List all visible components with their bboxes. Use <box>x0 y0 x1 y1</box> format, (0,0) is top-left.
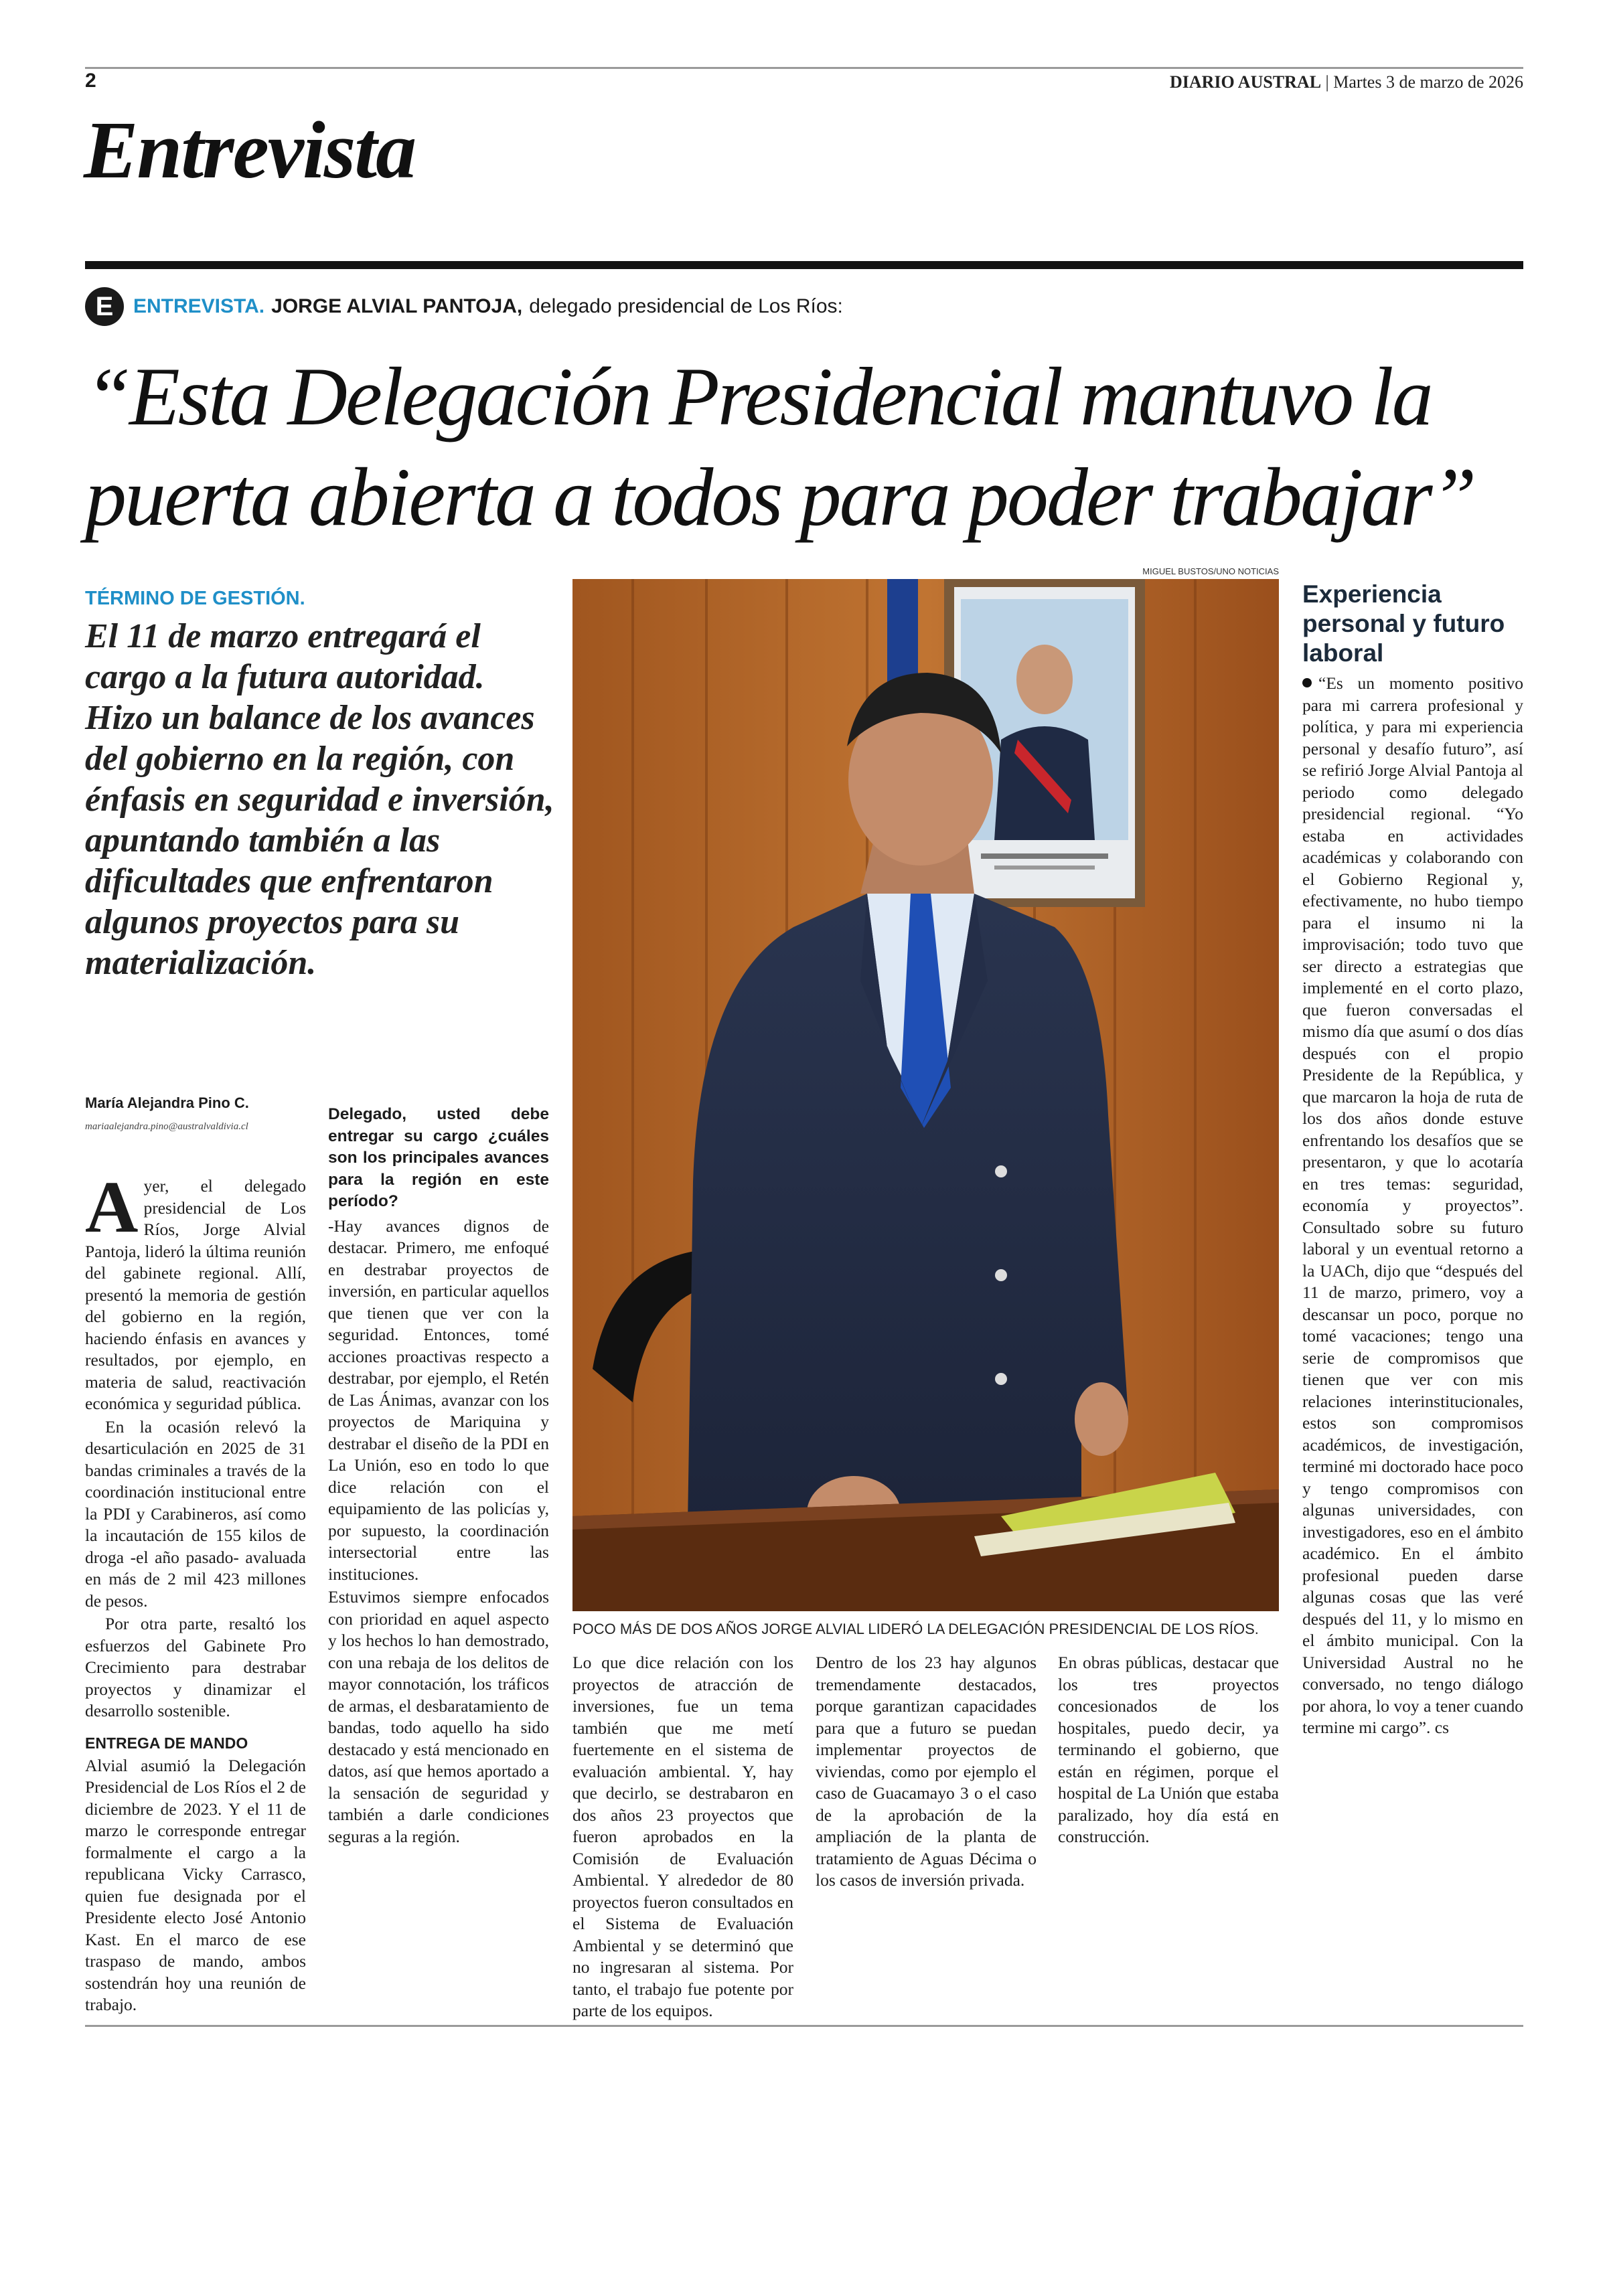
answer-paragraph: -Hay avances dignos de destacar. Primero, me enfoqué en destrabar proyectos de inversión, en particular aquellos que tienen que ver con la seguridad. Entonces, tomé acciones proactivas respecto a destrabar, por ejemplo, el Retén de Las Ánimas, avanzar con los proyectos de Mariquina y destrabar el diseño de la PDI en La Unión, eso en todo lo que dice relación con el equipamiento de las policías y, por supuesto, la coordinación intersectorial entre las instituciones. <box>328 1216 549 1584</box>
entrevista-badge-icon: E <box>85 287 124 326</box>
publication-date: | Martes 3 de marzo de 2026 <box>1325 72 1523 92</box>
paragraph: Por otra parte, resaltó los esfuerzos del Gabinete Pro Crecimiento para destrabar proyectos y dinamizar el desarrollo sostenible. <box>85 1614 306 1720</box>
kicker <box>85 286 843 327</box>
drop-cap: A <box>85 1166 139 1248</box>
byline-name: María Alejandra Pino C. <box>85 1094 249 1111</box>
paragraph: Alvial asumió la Delegación Presidencial de Los Ríos el 2 de diciembre de 2023. Y el 11 de marzo le corresponde entregar formalmente el cargo a la republicana Vicky Carrasco, quien fue designada por el Presidente electo José Antonio Kast. En el marco de ese traspaso de mando, ambos sostendrán hoy una reunión de trabajo. <box>85 1755 306 2014</box>
sidebar-title: Experiencia personal y futuro laboral <box>1302 580 1505 667</box>
kicker-role: delegado presidencial de Los Ríos: <box>529 295 843 317</box>
photo-credit: MIGUEL BUSTOS/UNO NOTICIAS <box>1142 566 1279 576</box>
photo-caption: POCO MÁS DE DOS AÑOS JORGE ALVIAL LIDERÓ LA DELEGACIÓN PRESIDENCIAL DE LOS RÍOS. <box>572 1621 1259 1637</box>
paragraph: Ayer, el delegado presidencial de Los Ríos, Jorge Alvial Pantoja, lideró la última reunión del gabinete regional. Allí, presentó la memoria de gestión del gobierno en la región, haciendo énfasis en avances y resultados, por ejemplo, en materia de salud, reactivación económica y seguridad pública. <box>85 1166 306 1413</box>
section-rule <box>85 261 1523 269</box>
masthead <box>1170 72 1523 92</box>
body-column-4 <box>816 1652 1037 1893</box>
bullet-icon <box>1302 678 1312 687</box>
section-title: Entrevista <box>84 105 416 195</box>
subheading: ENTREGA DE MANDO <box>85 1734 248 1752</box>
body-column-5 <box>1058 1652 1279 1850</box>
question: Delegado, usted debe entregar su cargo ¿cuáles son los principales avances para la región en este período? <box>328 1105 549 1210</box>
headline: “Esta Delegación Presidencial mantuvo la puerta abierta a todos para poder trabajar” <box>85 351 1475 543</box>
bottom-rule <box>85 2025 1523 2027</box>
body-column-2 <box>328 1094 549 1849</box>
page-number: 2 <box>85 70 96 92</box>
end-mark: cs <box>1434 1718 1450 1737</box>
body-column-1 <box>85 1094 306 2018</box>
answer-paragraph: En obras públicas, destacar que los tres proyectos concesionados de los hospitales, puedo decir, ya terminando el gobierno, que están en régimen, porque el hospital de La Unión que estaba paralizado, hoy día está en construcción. <box>1058 1653 1279 1846</box>
top-rule <box>85 67 1523 69</box>
lead-text: El 11 de marzo entregará el cargo a la futura autoridad. Hizo un balance de los avances del gobierno en la región, con énfasis en seguridad e inversión, apuntando también a las dificultades que enfrentaron algunos proyectos para su materialización. <box>85 617 554 982</box>
publication-name: DIARIO AUSTRAL <box>1169 72 1322 92</box>
interview-photo <box>572 579 1279 1611</box>
kicker-name: JORGE ALVIAL PANTOJA, <box>271 295 523 317</box>
kicker-label: ENTREVISTA. <box>133 295 265 317</box>
answer-paragraph: Dentro de los 23 hay algunos tremendamente destacados, porque garantizan capacidades para que a futuro se puedan implementar proyectos de viviendas, como por ejemplo el caso de Guacamayo 3 o el caso de la aprobación de la ampliación de la planta de tratamiento de Aguas Décima o los casos de inversión privada. <box>816 1653 1037 1890</box>
sidebar-body: “Es un momento positivo para mi carrera profesional y política, y para mi experiencia personal y desafío futuro”, así se refirió Jorge Alvial Pantoja al periodo como delegado presidencial regional. “Yo estaba en actividades académicas y colaborando con el Gobierno Regional y, efectivamente, no hubo tiempo para el insumo ni la improvisación; todo tuvo que ser directo a estrategias que implementé en el corto plazo, que fueron conversadas el mismo día que asumí o dos días después con el propio Presidente de la República, y que marcaron la hoja de ruta de los dos años donde estuve enfrentando los desafíos que se presentaron, y que lo acotaría en tres temas: seguridad, economía y proyectos”. Consultado sobre su futuro laboral y un eventual retorno a la UACh, dijo que “después del 11 de marzo, primero, voy a descansar un poco, porque no tomé vacaciones; tengo una serie de compromisos que tienen que ver con mis relaciones interinstitucionales, estos son compromisos académicos, de investigación, terminé mi doctorado hace poco y tengo compromisos con algunas universidades, con investigadores, eso en el ámbito académico. En el ámbito profesional pueden darse algunas cosas que las veré después del 11, y lo mismo en el ámbito municipal. Con la Universidad Austral no he conversado, no tengo diálogo por ahora, lo voy a tener cuando termine mi cargo”. <box>1302 673 1523 1737</box>
paragraph: En la ocasión relevó la desarticulación en 2025 de 31 bandas criminales a través de la coordinación institucional entre la PDI y Carabineros, así como la incautación de 155 kilos de droga -el año pasado- avaluada en más de 2 mil 423 millones de pesos. <box>85 1416 306 1611</box>
lead-label: TÉRMINO DE GESTIÓN. <box>85 588 305 609</box>
answer-paragraph: Estuvimos siempre enfocados con prioridad en aquel aspecto y los hechos lo han demostrado, con una rebaja de los delitos de mayor connotación, los tráficos de armas, el desbaratamiento de bandas, todo aquello ha sido destacado y está mencionado en datos, así que hemos aportado a la sensación de seguridad y también a darle condiciones seguras a la región. <box>328 1587 549 1846</box>
byline-email: mariaalejandra.pino@australvaldivia.cl <box>85 1121 248 1132</box>
answer-paragraph: Lo que dice relación con los proyectos de atracción de inversiones, fue un tema también que me metí fuertemente en el sistema de evaluación ambiental. Y, hay que decirlo, se destrabaron en dos años 23 proyectos que fueron aprobados en la Comisión de Evaluación Ambiental. Y alrededor de 80 proyectos fueron consultados en el Sistema de Evaluación Ambiental y se determinó que no ingresaran al sistema. Por tanto, el trabajo fue potente por parte de los equipos. <box>572 1653 793 2020</box>
body-column-3 <box>572 1652 793 2024</box>
sidebar-text <box>1302 673 1523 1740</box>
